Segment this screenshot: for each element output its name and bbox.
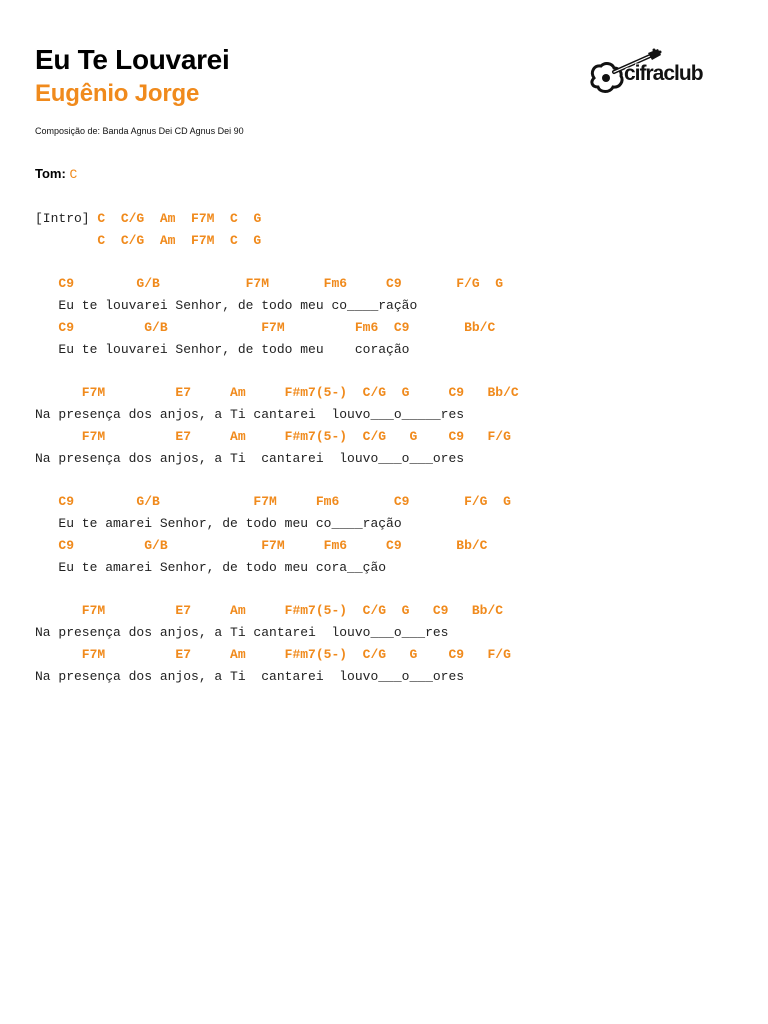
chord-line[interactable]: C C/G Am F7M C G: [35, 232, 262, 248]
song-body: [35, 208, 519, 688]
lyric-line: Na presença dos anjos, a Ti cantarei louvo___o___ores: [35, 450, 465, 466]
logo-wordmark: cifraclub: [624, 62, 703, 85]
key-value[interactable]: C: [69, 167, 78, 182]
chord-line[interactable]: F7M E7 Am F#m7(5-) C/G G C9 F/G: [35, 428, 511, 444]
lyric-line: Eu te amarei Senhor, de todo meu co____ração: [35, 516, 402, 532]
chord-line[interactable]: C C/G Am F7M C G: [97, 211, 262, 226]
chord-line[interactable]: C9 G/B F7M Fm6 C9 F/G G: [35, 494, 511, 510]
lyric-line: Na presença dos anjos, a Ti cantarei louvo___o_____res: [35, 407, 465, 423]
song-key: [35, 166, 77, 182]
artist-name: Eugênio Jorge: [35, 80, 200, 107]
chord-line[interactable]: F7M E7 Am F#m7(5-) C/G G C9 F/G: [35, 646, 511, 662]
intro-tag: [Intro]: [35, 211, 98, 226]
chord-line[interactable]: F7M E7 Am F#m7(5-) C/G G C9 Bb/C: [35, 385, 519, 401]
cifraclub-logo[interactable]: [588, 48, 703, 100]
blank-line: [35, 252, 519, 274]
lyric-line: Na presença dos anjos, a Ti cantarei louvo___o___ores: [35, 668, 465, 684]
chord-line[interactable]: C9 G/B F7M Fm6 C9 Bb/C: [35, 319, 496, 335]
intro-line: [35, 208, 519, 230]
blank-line: [35, 361, 519, 383]
lyric-line: Eu te louvarei Senhor, de todo meu coração: [35, 341, 410, 357]
lyric-line: Eu te amarei Senhor, de todo meu cora__ção: [35, 559, 387, 575]
blank-line: [35, 579, 519, 601]
lyric-line: Na presença dos anjos, a Ti cantarei louvo___o___res: [35, 625, 449, 641]
chord-line[interactable]: C9 G/B F7M Fm6 C9 F/G G: [35, 276, 504, 292]
key-label: Tom:: [35, 166, 66, 181]
composition-credit: Composição de: Banda Agnus Dei CD Agnus Dei 90: [35, 126, 244, 136]
chord-line[interactable]: F7M E7 Am F#m7(5-) C/G G C9 Bb/C: [35, 603, 504, 619]
chord-line[interactable]: C9 G/B F7M Fm6 C9 Bb/C: [35, 537, 488, 553]
lyric-line: Eu te louvarei Senhor, de todo meu co____ração: [35, 298, 418, 314]
blank-line: [35, 470, 519, 492]
song-title: Eu Te Louvarei: [35, 44, 230, 75]
